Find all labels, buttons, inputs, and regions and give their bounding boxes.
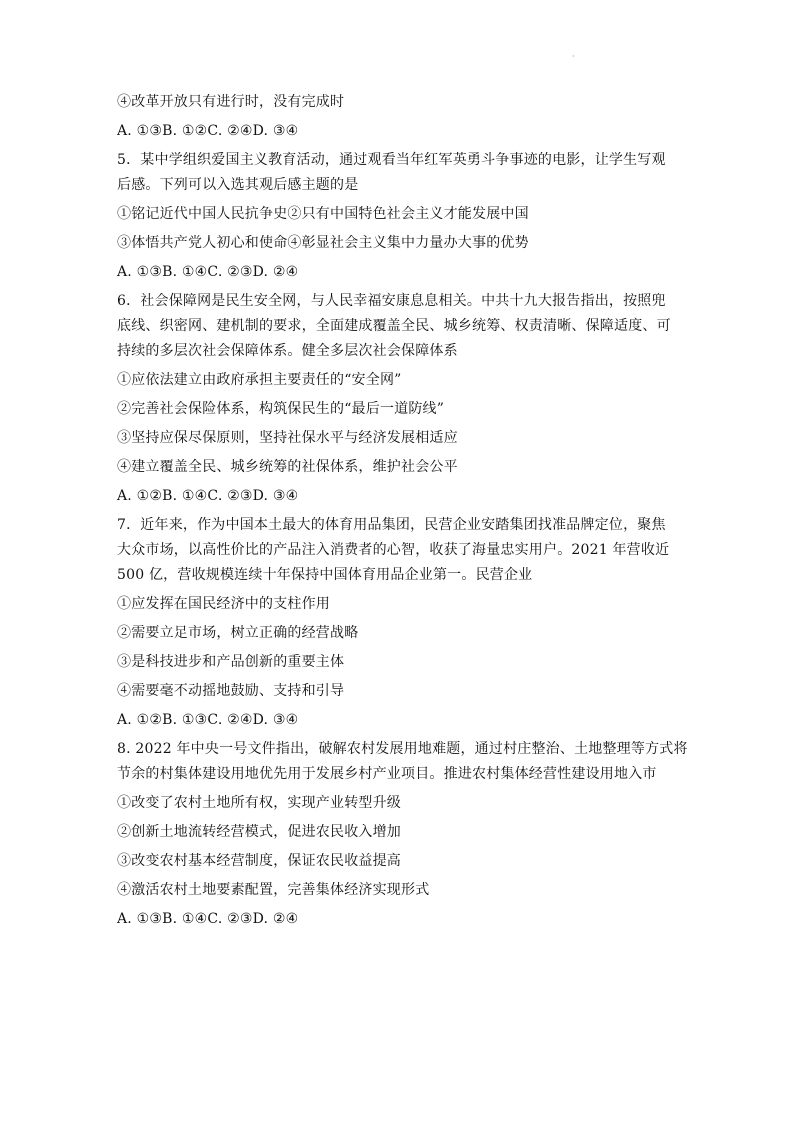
q8-option-1: ①改变了农村土地所有权，实现产业转型升级: [117, 795, 401, 811]
q6-stem-line-2: 底线、织密网、建机制的要求，全面建成覆盖全民、城乡统筹、权责清晰、保障适度、可: [117, 318, 671, 334]
q7-option-2: ②需要立足市场，树立正确的经营战略: [117, 625, 359, 641]
q5-options-line-1: ①铭记近代中国人民抗争史②只有中国特色社会主义才能发展中国: [117, 206, 529, 222]
q7-stem-line-1: 7．近年来，作为中国本土最大的体育用品集团，民营企业安踏集团找准品牌定位，聚焦: [117, 517, 666, 533]
exam-content: [117, 92, 697, 929]
q7-stem: [117, 515, 697, 585]
q4-answers: A. ①③B. ①②C. ②④D. ③④: [117, 123, 299, 139]
q7-option-3: ③是科技进步和产品创新的重要主体: [117, 654, 345, 670]
q5-answers: A. ①③B. ①④C. ②③D. ②④: [117, 264, 299, 280]
page-mark: ·: [572, 52, 575, 61]
q5-stem-line-2: 后感。下列可以入选其观后感主题的是: [117, 177, 359, 193]
q6-stem-line-1: 6．社会保障网是民生安全网，与人民幸福安康息息相关。中共十九大报告指出，按照兜: [117, 293, 666, 309]
q6-stem-line-3: 持续的多层次社会保障体系。健全多层次社会保障体系: [117, 343, 458, 359]
q6-stem: [117, 291, 697, 361]
q8-stem: [117, 739, 697, 784]
q7-stem-line-3: 500 亿，营收规模连续十年保持中国体育用品企业第一。民营企业: [117, 567, 533, 583]
q6-option-1: ①应依法建立由政府承担主要责任的“安全网”: [117, 372, 402, 388]
q8-stem-line-2: 节余的村集体建设用地优先用于发展乡村产业项目。推进农村集体经营性建设用地入市: [117, 766, 657, 782]
q8-stem-line-1: 8. 2022 年中央一号文件指出，破解农村发展用地难题，通过村庄整治、土地整理等方式将: [117, 741, 688, 757]
q6-option-3: ③坚持应保尽保原则，坚持社保水平与经济发展相适应: [117, 430, 458, 446]
q7-answers: A. ①②B. ①③C. ②④D. ③④: [117, 712, 299, 728]
q8-answers: A. ①③B. ①④C. ②③D. ②④: [117, 911, 299, 927]
q7-stem-line-2: 大众市场，以高性价比的产品注入消费者的心智，收获了海量忠实用户。2021 年营收近: [117, 542, 670, 558]
q8-option-3: ③改变农村基本经营制度，保证农民收益提高: [117, 853, 401, 869]
q7-option-4: ④需要毫不动摇地鼓励、支持和引导: [117, 683, 345, 699]
q6-option-4: ④建立覆盖全民、城乡统筹的社保体系，维护社会公平: [117, 459, 458, 475]
q8-option-2: ②创新土地流转经营模式，促进农民收入增加: [117, 824, 401, 840]
q7-option-1: ①应发挥在国民经济中的支柱作用: [117, 596, 330, 612]
q8-option-4: ④激活农村土地要素配置，完善集体经济实现形式: [117, 882, 430, 898]
q6-answers: A. ①②B. ①④C. ②③D. ③④: [117, 488, 299, 504]
q4-option-4: ④改革开放只有进行时，没有完成时: [117, 94, 345, 110]
q6-option-2: ②完善社会保险体系，构筑保民生的“最后一道防线”: [117, 401, 445, 417]
q5-options-line-2: ③体悟共产党人初心和使命④彰显社会主义集中力量办大事的优势: [117, 235, 529, 251]
q5-stem: [117, 150, 697, 195]
q5-stem-line-1: 5．某中学组织爱国主义教育活动，通过观看当年红军英勇斗争事迹的电影，让学生写观: [117, 152, 666, 168]
